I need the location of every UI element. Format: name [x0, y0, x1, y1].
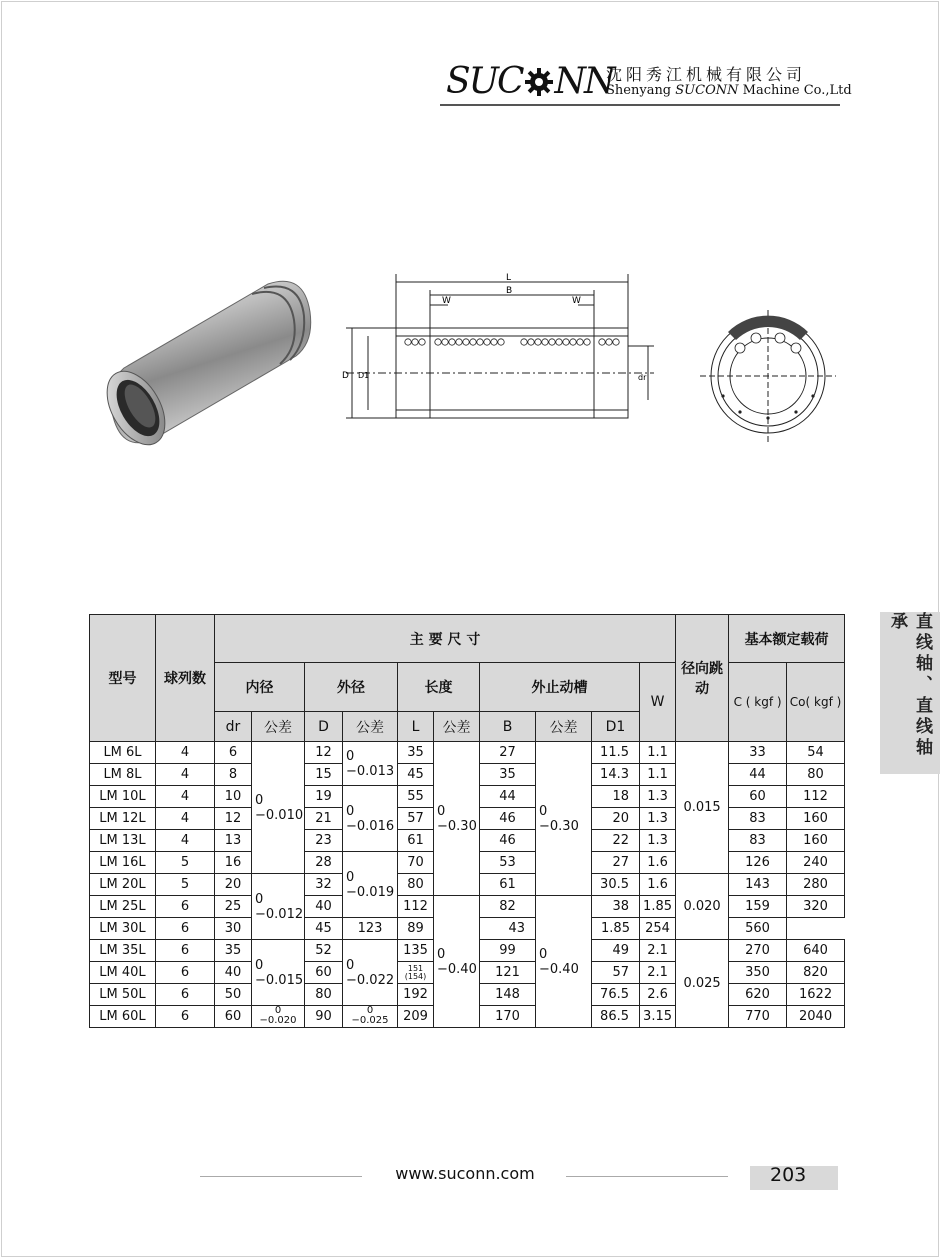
cell-balls: 6: [156, 962, 215, 984]
cell-L-bottom: (154): [404, 971, 427, 981]
cell-Co: 54: [787, 742, 845, 764]
header-w: W: [640, 663, 676, 742]
cell-runout: 0.025: [676, 940, 729, 1028]
cell-W: 2.6: [640, 984, 676, 1006]
cell-L: [398, 962, 434, 984]
cell-C: 350: [729, 962, 787, 984]
cell-D1: 86.5: [592, 1006, 640, 1028]
cell-D: 90: [305, 1006, 343, 1028]
header-ball-rows: 球列数: [156, 615, 215, 742]
cell-model: LM 16L: [90, 852, 156, 874]
cell-Co: 560: [729, 918, 787, 940]
cell-Co: 160: [787, 830, 845, 852]
cell-D1: 27: [592, 852, 640, 874]
cell-D-tolerance: 0 −0.019: [343, 852, 398, 918]
table-row: [90, 896, 845, 918]
cell-W: 1.85: [640, 896, 676, 918]
cell-W: 1.3: [640, 808, 676, 830]
cell-Co: 320: [787, 896, 845, 918]
cell-D1: 20: [592, 808, 640, 830]
cell-Co: 240: [787, 852, 845, 874]
cell-model: LM 50L: [90, 984, 156, 1006]
cell-dr: 13: [215, 830, 252, 852]
page-number: 203: [770, 1164, 807, 1186]
cell-model: LM 8L: [90, 764, 156, 786]
cell-D: 45: [305, 918, 343, 940]
cell-model: LM 30L: [90, 918, 156, 940]
bearing-photo: [100, 272, 325, 457]
cell-C: 159: [729, 896, 787, 918]
label-B: B: [506, 286, 513, 296]
website-link[interactable]: www.suconn.com: [395, 1164, 535, 1183]
cell-dr: 50: [215, 984, 252, 1006]
cell-runout: 0.020: [676, 874, 729, 940]
cell-W: 1.3: [640, 786, 676, 808]
footer-rule-right: [566, 1176, 728, 1177]
cell-B: 61: [480, 874, 536, 896]
cell-W: 1.1: [640, 764, 676, 786]
cell-model: LM 25L: [90, 896, 156, 918]
cell-balls: 4: [156, 742, 215, 764]
cell-L: 70: [398, 852, 434, 874]
cell-B: 148: [480, 984, 536, 1006]
cell-C: 270: [729, 940, 787, 962]
cell-D: 28: [305, 852, 343, 874]
company-name-cn: 沈阳秀江机械有限公司: [606, 65, 807, 84]
cell-D1: 22: [592, 830, 640, 852]
cell-dr: 30: [215, 918, 252, 940]
cell-Co: 640: [787, 940, 845, 962]
cell-B: 170: [480, 1006, 536, 1028]
cell-D1: 11.5: [592, 742, 640, 764]
cell-L: 80: [398, 874, 434, 896]
cell-Co: 1622: [787, 984, 845, 1006]
company-en-prefix: Shenyang: [606, 83, 672, 98]
category-side-tab: [880, 612, 940, 774]
cell-B-tolerance: 0 −0.30: [536, 742, 592, 896]
footer-rule-left: [200, 1176, 362, 1177]
cell-D: 32: [305, 874, 343, 896]
cell-D1: 18: [592, 786, 640, 808]
cell-Co: 280: [787, 874, 845, 896]
cell-dr: 40: [215, 962, 252, 984]
header-length: 长度: [398, 663, 480, 712]
cell-B: 53: [480, 852, 536, 874]
cell-B: 27: [480, 742, 536, 764]
gear-icon: [524, 67, 554, 97]
cell-L: 123: [343, 918, 398, 940]
cell-balls: 6: [156, 1006, 215, 1028]
cell-B: 35: [480, 764, 536, 786]
cell-dr: 8: [215, 764, 252, 786]
cell-dr-tolerance: 0 −0.015: [252, 940, 305, 1006]
cell-W: 1.85: [592, 918, 640, 940]
header-groove: 外止动槽: [480, 663, 640, 712]
cell-balls: 6: [156, 896, 215, 918]
cell-model: LM 35L: [90, 940, 156, 962]
cell-dr-tolerance: 0 −0.020: [252, 1006, 305, 1028]
logo-text-right: NN: [554, 61, 614, 102]
cell-dr-tolerance: 0 −0.010: [252, 742, 305, 874]
cell-model: LM 60L: [90, 1006, 156, 1028]
label-D1: D1: [358, 371, 370, 380]
label-D: D: [342, 371, 349, 381]
header-D-tolerance: 公差: [343, 712, 398, 742]
logo-text-left: SUC: [446, 61, 523, 102]
cell-balls: 6: [156, 940, 215, 962]
cell-B: 46: [480, 830, 536, 852]
cell-C: 143: [729, 874, 787, 896]
label-L: L: [506, 273, 512, 283]
cell-L: 61: [398, 830, 434, 852]
header-outer: 外径: [305, 663, 398, 712]
cell-D1: 76.5: [592, 984, 640, 1006]
header-B-tolerance: 公差: [536, 712, 592, 742]
cell-B: 46: [480, 808, 536, 830]
cell-D1: 49: [592, 940, 640, 962]
header-load-rating: 基本额定载荷: [729, 615, 845, 663]
cell-D1: 57: [592, 962, 640, 984]
company-en-suffix: Machine Co.,Ltd: [742, 83, 852, 98]
cell-L: 35: [398, 742, 434, 764]
cell-runout: 0.015: [676, 742, 729, 874]
cell-Co: 112: [787, 786, 845, 808]
cell-W: 1.3: [640, 830, 676, 852]
cell-dr: 10: [215, 786, 252, 808]
category-label: 直线轴、直线轴承: [887, 612, 932, 759]
cell-Co: 820: [787, 962, 845, 984]
header-bore: 内径: [215, 663, 305, 712]
company-logo: [446, 62, 614, 102]
cell-D1: 14.3: [592, 764, 640, 786]
cell-dr: 16: [215, 852, 252, 874]
cell-balls: 6: [156, 984, 215, 1006]
cell-L: 112: [398, 896, 434, 918]
cell-L: 45: [398, 764, 434, 786]
header-dr-tolerance: 公差: [252, 712, 305, 742]
cell-D: 23: [305, 830, 343, 852]
cell-B: 82: [480, 896, 536, 918]
cell-balls: 5: [156, 852, 215, 874]
cell-dr: 25: [215, 896, 252, 918]
company-name-en: [606, 83, 852, 98]
cell-C: 126: [729, 852, 787, 874]
header-B: B: [480, 712, 536, 742]
cell-D1: 38: [592, 896, 640, 918]
cell-D: 12: [305, 742, 343, 764]
label-dr: dr: [638, 373, 647, 382]
cell-D-tolerance: 0 −0.025: [343, 1006, 398, 1028]
cell-dr: 6: [215, 742, 252, 764]
cell-model: LM 40L: [90, 962, 156, 984]
cell-D: 15: [305, 764, 343, 786]
cell-Co: 160: [787, 808, 845, 830]
dimension-drawing: [338, 270, 658, 430]
company-header: [440, 60, 852, 110]
cell-dr: 35: [215, 940, 252, 962]
cell-D1: 43: [480, 918, 536, 940]
cell-L: 192: [398, 984, 434, 1006]
header-L-tolerance: 公差: [434, 712, 480, 742]
cell-L: 57: [398, 808, 434, 830]
cell-dr: 60: [215, 1006, 252, 1028]
label-W-right: W: [572, 296, 581, 306]
cell-balls: 4: [156, 764, 215, 786]
cell-balls: 4: [156, 808, 215, 830]
cell-C: 60: [729, 786, 787, 808]
cell-model: LM 6L: [90, 742, 156, 764]
company-en-brand: SUCONN: [675, 83, 739, 98]
cell-W: 1.6: [640, 852, 676, 874]
cell-C: 620: [729, 984, 787, 1006]
cell-dr: 20: [215, 874, 252, 896]
cell-D: 40: [305, 896, 343, 918]
header-rule: [440, 104, 840, 106]
header-model: 型号: [90, 615, 156, 742]
cell-B: 44: [480, 786, 536, 808]
header-dr: dr: [215, 712, 252, 742]
cell-B: 121: [480, 962, 536, 984]
cell-D: 19: [305, 786, 343, 808]
cell-model: LM 12L: [90, 808, 156, 830]
cell-B: 89: [398, 918, 434, 940]
cell-W: 2.1: [640, 940, 676, 962]
cell-balls: 6: [156, 918, 215, 940]
cell-W: 1.1: [640, 742, 676, 764]
cell-C: 33: [729, 742, 787, 764]
cell-W: 3.15: [640, 1006, 676, 1028]
cell-D-tolerance: 0 −0.022: [343, 940, 398, 1006]
cell-balls: 4: [156, 830, 215, 852]
cell-D1: 30.5: [592, 874, 640, 896]
cell-D-tolerance: 0 −0.013: [343, 742, 398, 786]
cell-Co: 2040: [787, 1006, 845, 1028]
cell-L-top: 151: [407, 963, 424, 973]
cell-Co: 80: [787, 764, 845, 786]
label-W-left: W: [442, 296, 451, 306]
table-row: [90, 742, 845, 764]
cell-D: 60: [305, 962, 343, 984]
cell-D: 80: [305, 984, 343, 1006]
cell-L: 135: [398, 940, 434, 962]
end-view-drawing: [700, 310, 840, 450]
cell-dr-tolerance: 0 −0.012: [252, 874, 305, 940]
header-L: L: [398, 712, 434, 742]
header-main-dimensions: 主 要 尺 寸: [215, 615, 676, 663]
header-co: Co( kgf ): [787, 663, 845, 742]
cell-B: 99: [480, 940, 536, 962]
cell-D: 52: [305, 940, 343, 962]
cell-L: 55: [398, 786, 434, 808]
header-c: C ( kgf ): [729, 663, 787, 742]
header-radial-runout: 径向跳动: [676, 615, 729, 742]
specification-table: [89, 614, 845, 1028]
cell-C: 83: [729, 808, 787, 830]
cell-D-tolerance: 0 −0.016: [343, 786, 398, 852]
cell-balls: 4: [156, 786, 215, 808]
cell-B-tolerance: 0 −0.40: [536, 896, 592, 1028]
cell-W: 1.6: [640, 874, 676, 896]
cell-model: LM 20L: [90, 874, 156, 896]
cell-C: 83: [729, 830, 787, 852]
cell-model: LM 10L: [90, 786, 156, 808]
cell-L-tolerance: 0 −0.30: [434, 742, 480, 896]
cell-C: 44: [729, 764, 787, 786]
cell-D: 21: [305, 808, 343, 830]
cell-model: LM 13L: [90, 830, 156, 852]
cell-dr: 12: [215, 808, 252, 830]
cell-L: 209: [398, 1006, 434, 1028]
cell-balls: 5: [156, 874, 215, 896]
header-D: D: [305, 712, 343, 742]
cell-W: 2.1: [640, 962, 676, 984]
cell-C: 254: [640, 918, 676, 940]
cell-C: 770: [729, 1006, 787, 1028]
cell-L-tolerance: 0 −0.40: [434, 896, 480, 1028]
header-D1: D1: [592, 712, 640, 742]
